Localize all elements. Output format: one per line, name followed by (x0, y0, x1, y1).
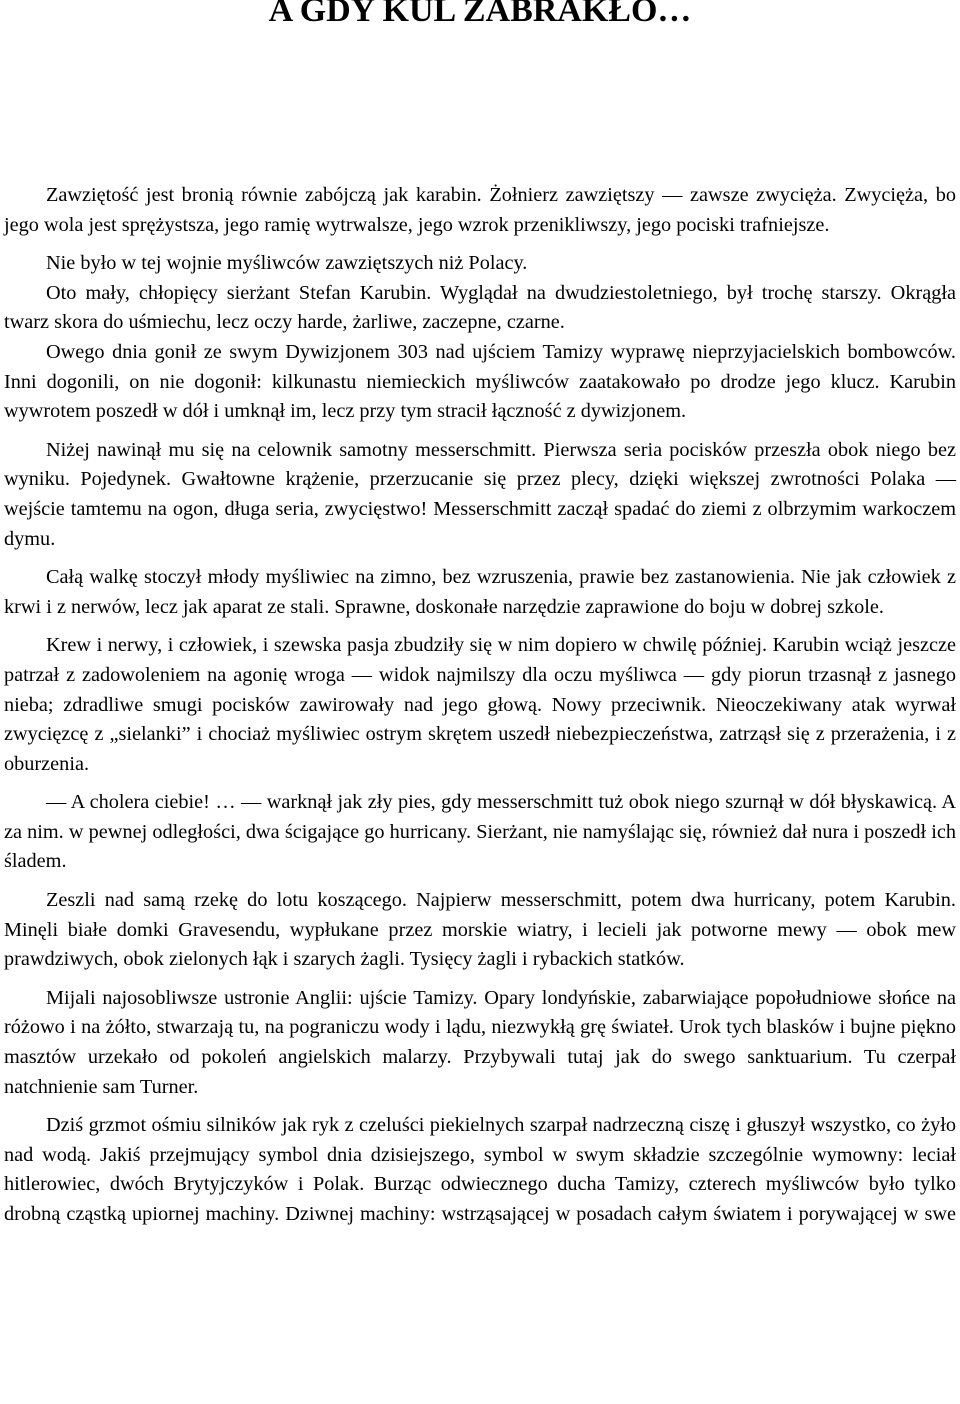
paragraph-7: Krew i nerwy, i człowiek, i szewska pasja zbudziły się w nim dopiero w chwilę później. Karubin wciąż jeszcze patrzał z zadowoleniem na agonię wroga — widok najmilszy dla oczu myśliwca — gdy piorun trzasnął z jasnego nieba; zdradliwe smugi pocisków zawirowały nad jego głową. Nowy przeciwnik. Nieoczekiwany atak wyrwał zwycięzcę z „sielanki” i chociaż myśliwiec ostrym skrętem uszedł niebezpieczeństwa, zatrząsł się z przerażenia, i z oburzenia. (4, 634, 956, 775)
paragraph-9: Zeszli nad samą rzekę do lotu koszącego. Najpierw messerschmitt, potem dwa hurricany, potem Karubin. Minęli białe domki Gravesendu, wypłukane przez morskie wiatry, i lecieli jak potworne mewy — obok mew prawdziwych, obok zielonych łąk i szarych żagli. Tysięcy żagli i rybackich statków. (4, 889, 956, 971)
paragraph-1: Zawziętość jest bronią równie zabójczą jak karabin. Żołnierz zawziętszy — zawsze zwycięża. Zwycięża, bo jego wola jest sprężystsza, jego ramię wytrwalsze, jego wzrok przenikliwszy, jego pociski trafniejsze. (4, 184, 956, 236)
paragraph-8: — A cholera ciebie! … — warknął jak zły pies, gdy messerschmitt tuż obok niego szurnął w dół błyskawicą. A za nim. w pewnej odległości, dwa ścigające go hurricany. Sierżant, nie namyślając się, również dał nura i poszedł ich śladem. (4, 791, 956, 873)
paragraph-3: Oto mały, chłopięcy sierżant Stefan Karubin. Wyglądał na dwudziestoletniego, był trochę starszy. Okrągła twarz skora do uśmiechu, lecz oczy harde, żarliwe, zaczepne, czarne. (4, 281, 956, 334)
document-body (4, 181, 956, 1239)
paragraph-10: Mijali najosobliwsze ustronie Anglii: ujście Tamizy. Opary londyńskie, zabarwiające popołudniowe słońce na różowo i na żółto, stwarzają tu, na pograniczu wody i lądu, niezwykłą grę świateł. Urok tych blasków i bujne piękno masztów urzekało od pokoleń angielskich malarzy. Przybywali tutaj jak do swego sanktuarium. Tu czerpał natchnienie sam Turner. (4, 986, 956, 1098)
paragraph-5: Niżej nawinął mu się na celownik samotny messerschmitt. Pierwsza seria pocisków przeszła obok niego bez wyniku. Pojedynek. Gwałtowne krążenie, przerzucanie się przez plecy, dzięki większej zwrotności Polaka — wejście tamtemu na ogon, długa seria, zwycięstwo! Messerschmitt zaczął spadać do ziemi z olbrzymim warkoczem dymu. (4, 438, 956, 550)
paragraph-2: Nie było w tej wojnie myśliwców zawziętszych niż Polacy. (46, 252, 528, 275)
paragraph-11: Dziś grzmot ośmiu silników jak ryk z czeluści piekielnych szarpał nadrzeczną ciszę i głuszył wszystko, co żyło nad wodą. Jakiś przejmujący symbol dnia dzisiejszego, symbol w swym składzie szczególnie wymowny: leciał hitlerowiec, dwóch Brytyjczyków i Polak. Burząc odwiecznego ducha Tamizy, czterech myśliwców było tylko drobną cząstką upiornej machiny. Dziwnej machiny: wstrząsającej w posadach całym światem i porywającej w swe (4, 1114, 956, 1225)
document-page (4, 0, 956, 1225)
document-title: A GDY KUL ZABRAKŁO… (268, 0, 692, 29)
paragraph-4: Owego dnia gonił ze swym Dywizjonem 303 nad ujściem Tamizy wyprawę nieprzyjacielskich bombowców. Inni dogonili, on nie dogonił: kilkunastu niemieckich myśliwców zaatakowało po drodze jego klucz. Karubin wywrotem poszedł w dół i umknął im, lecz przy tym stracił łączność z dywizjonem. (4, 340, 956, 423)
paragraph-6: Całą walkę stoczył młody myśliwiec na zimno, bez wzruszenia, prawie bez zastanowienia. Nie jak człowiek z krwi i z nerwów, lecz jak aparat ze stali. Sprawne, doskonałe narzędzie zaprawione do boju w dobrej szkole. (4, 566, 956, 618)
